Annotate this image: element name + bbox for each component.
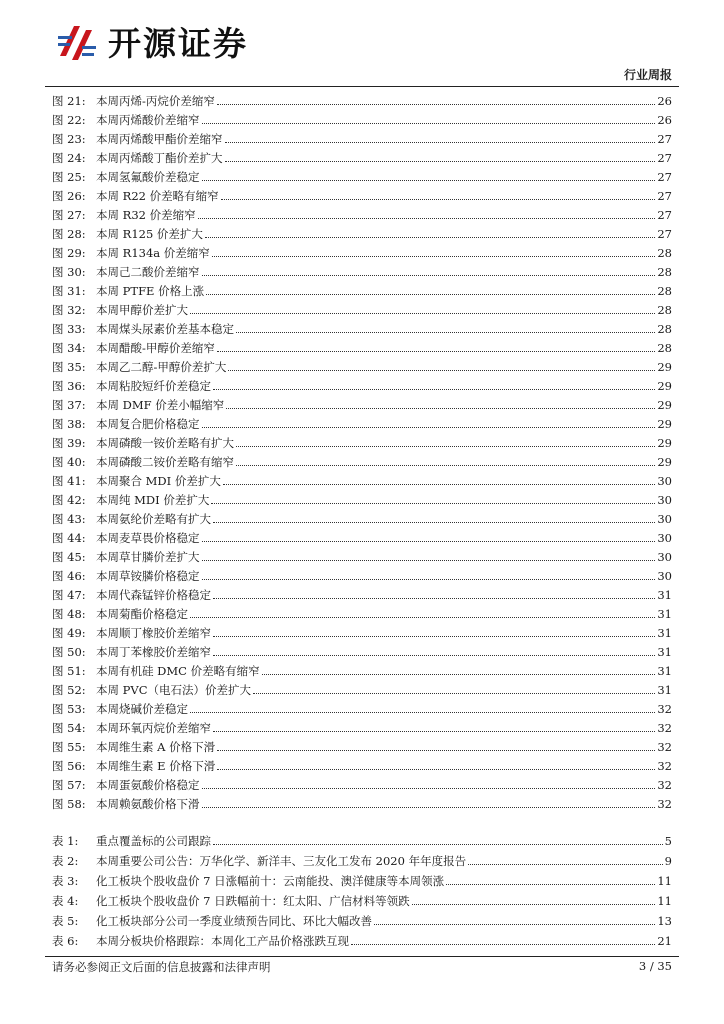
dot-leader — [226, 408, 655, 409]
figure-entry[interactable] — [52, 147, 672, 166]
entry-title: 重点覆盖标的公司跟踪 — [96, 834, 211, 848]
table-entry[interactable] — [52, 829, 672, 849]
entry-title: 本周环氧丙烷价差缩窄 — [96, 721, 211, 735]
entry-page: 32 — [657, 759, 672, 773]
entry-page: 5 — [664, 834, 672, 848]
figure-entry[interactable] — [52, 242, 672, 261]
entry-page: 30 — [657, 569, 672, 583]
entry-title: 本周 R125 价差扩大 — [96, 227, 203, 241]
figure-entry[interactable] — [52, 375, 672, 394]
figure-entry[interactable] — [52, 394, 672, 413]
entry-title: 本周丙烯酸价差缩窄 — [96, 113, 200, 127]
entry-number: 图 51: — [52, 664, 86, 678]
dot-leader — [446, 884, 655, 885]
figure-entry[interactable] — [52, 565, 672, 584]
figure-entry[interactable] — [52, 717, 672, 736]
dot-leader — [202, 180, 656, 181]
entry-number: 图 26: — [52, 189, 86, 203]
entry-page: 27 — [657, 208, 672, 222]
entry-title: 本周丙烯-丙烷价差缩窄 — [96, 94, 215, 108]
entry-title: 本周丁苯橡胶价差缩窄 — [96, 645, 211, 659]
entry-page: 28 — [657, 246, 672, 260]
entry-page: 29 — [657, 398, 672, 412]
dot-leader — [213, 389, 655, 390]
dot-leader — [202, 807, 656, 808]
dot-leader — [205, 237, 655, 238]
entry-title: 本周 R134a 价差缩窄 — [96, 246, 210, 260]
dot-leader — [190, 712, 655, 713]
entry-number: 图 54: — [52, 721, 86, 735]
dot-leader — [217, 351, 655, 352]
entry-page: 31 — [657, 626, 672, 640]
entry-title: 本周有机硅 DMC 价差略有缩窄 — [96, 664, 260, 678]
entry-title: 本周聚合 MDI 价差扩大 — [96, 474, 221, 488]
dot-leader — [202, 275, 656, 276]
kaiyuan-logo-icon — [56, 22, 100, 66]
dot-leader — [217, 769, 655, 770]
entry-title: 本周维生素 E 价格下滑 — [96, 759, 216, 773]
entry-title: 本周丙烯酸丁酯价差扩大 — [96, 151, 223, 165]
entry-number: 图 41: — [52, 474, 86, 488]
figure-entry[interactable] — [52, 413, 672, 432]
entry-title: 本周甲醇价差扩大 — [96, 303, 188, 317]
entry-page: 27 — [657, 170, 672, 184]
figure-entry[interactable] — [52, 318, 672, 337]
figure-entry[interactable] — [52, 527, 672, 546]
company-logo — [56, 22, 286, 66]
entry-page: 13 — [657, 914, 672, 928]
figure-entry[interactable] — [52, 584, 672, 603]
entry-number: 图 38: — [52, 417, 86, 431]
entry-title: 本周粘胶短纤价差稳定 — [96, 379, 211, 393]
entry-number: 图 29: — [52, 246, 86, 260]
dot-leader — [262, 674, 656, 675]
table-entry[interactable] — [52, 849, 672, 869]
entry-title: 化工板块部分公司一季度业绩预告同比、环比大幅改善 — [96, 914, 372, 928]
figure-entry[interactable] — [52, 204, 672, 223]
figure-entry[interactable] — [52, 280, 672, 299]
entry-page: 28 — [657, 284, 672, 298]
entry-title: 化工板块个股收盘价 7 日跌幅前十：红太阳、广信材料等领跌 — [96, 894, 410, 908]
figure-entry[interactable] — [52, 470, 672, 489]
entry-page: 29 — [657, 360, 672, 374]
entry-title: 本周蛋氨酸价格稳定 — [96, 778, 200, 792]
dot-leader — [213, 844, 663, 845]
dot-leader — [412, 904, 656, 905]
entry-page: 27 — [657, 151, 672, 165]
figure-entry[interactable] — [52, 793, 672, 812]
figure-entry[interactable] — [52, 679, 672, 698]
entry-number: 图 21: — [52, 94, 86, 108]
dot-leader — [253, 693, 655, 694]
entry-page: 29 — [657, 417, 672, 431]
entry-page: 27 — [657, 189, 672, 203]
entry-page: 26 — [657, 94, 672, 108]
figure-entry[interactable] — [52, 774, 672, 793]
dot-leader — [213, 655, 655, 656]
entry-number: 图 53: — [52, 702, 86, 716]
page-header — [0, 0, 724, 90]
entry-title: 本周煤头尿素价差基本稳定 — [96, 322, 234, 336]
dot-leader — [228, 370, 655, 371]
entry-number: 图 34: — [52, 341, 86, 355]
entry-number: 图 40: — [52, 455, 86, 469]
entry-number: 图 37: — [52, 398, 86, 412]
entry-number: 图 43: — [52, 512, 86, 526]
entry-number: 图 45: — [52, 550, 86, 564]
entry-page: 32 — [657, 702, 672, 716]
entry-title: 本周丙烯酸甲酯价差缩窄 — [96, 132, 223, 146]
entry-page: 30 — [657, 474, 672, 488]
figure-entry[interactable] — [52, 166, 672, 185]
dot-leader — [213, 522, 655, 523]
dot-leader — [211, 503, 655, 504]
entry-number: 图 50: — [52, 645, 86, 659]
figure-entry[interactable] — [52, 128, 672, 147]
dot-leader — [202, 788, 656, 789]
footer-divider — [45, 956, 679, 957]
figure-entry[interactable] — [52, 451, 672, 470]
entry-number: 图 42: — [52, 493, 86, 507]
figure-entry[interactable] — [52, 736, 672, 755]
entry-page: 31 — [657, 664, 672, 678]
entry-page: 11 — [657, 874, 672, 888]
entry-number: 图 30: — [52, 265, 86, 279]
entry-page: 28 — [657, 322, 672, 336]
figure-entry[interactable] — [52, 546, 672, 565]
figure-entry[interactable] — [52, 356, 672, 375]
table-entry[interactable] — [52, 889, 672, 909]
entry-page: 27 — [657, 227, 672, 241]
dot-leader — [202, 560, 656, 561]
entry-number: 图 28: — [52, 227, 86, 241]
dot-leader — [236, 332, 655, 333]
dot-leader — [213, 636, 655, 637]
table-entry[interactable] — [52, 909, 672, 929]
logo-text: 开源证券 — [108, 24, 248, 63]
entry-number: 图 56: — [52, 759, 86, 773]
entry-number: 图 31: — [52, 284, 86, 298]
entry-title: 本周菊酯价格稳定 — [96, 607, 188, 621]
entry-title: 本周纯 MDI 价差扩大 — [96, 493, 210, 507]
dot-leader — [374, 924, 655, 925]
entry-number: 图 52: — [52, 683, 86, 697]
entry-page: 29 — [657, 436, 672, 450]
entry-title: 本周乙二醇-甲醇价差扩大 — [96, 360, 227, 374]
entry-title: 本周顺丁橡胶价差缩窄 — [96, 626, 211, 640]
entry-title: 本周复合肥价格稳定 — [96, 417, 200, 431]
entry-title: 本周代森锰锌价格稳定 — [96, 588, 211, 602]
entry-number: 图 35: — [52, 360, 86, 374]
dot-leader — [217, 104, 655, 105]
dot-leader — [468, 864, 663, 865]
dot-leader — [202, 123, 656, 124]
entry-page: 21 — [657, 934, 672, 948]
dot-leader — [190, 313, 655, 314]
figure-entry[interactable] — [52, 109, 672, 128]
entry-page: 28 — [657, 265, 672, 279]
entry-title: 本周氢氟酸价差稳定 — [96, 170, 200, 184]
entry-page: 11 — [657, 894, 672, 908]
figure-entry[interactable] — [52, 185, 672, 204]
dot-leader — [190, 617, 655, 618]
figure-entry[interactable] — [52, 489, 672, 508]
figure-entry[interactable] — [52, 641, 672, 660]
entry-title: 本周 PTFE 价格上涨 — [96, 284, 205, 298]
dot-leader — [225, 161, 656, 162]
entry-page: 31 — [657, 588, 672, 602]
dot-leader — [217, 750, 655, 751]
entry-page: 26 — [657, 113, 672, 127]
report-type-label: 行业周报 — [623, 68, 672, 82]
table-entry[interactable] — [52, 869, 672, 889]
dot-leader — [202, 579, 656, 580]
entry-page: 31 — [657, 607, 672, 621]
entry-number: 图 24: — [52, 151, 86, 165]
entry-page: 32 — [657, 797, 672, 811]
entry-number: 表 1: — [52, 834, 79, 848]
entry-title: 本周分板块价格跟踪：本周化工产品价格涨跌互现 — [96, 934, 349, 948]
entry-title: 本周草甘膦价差扩大 — [96, 550, 200, 564]
entry-title: 本周 R32 价差缩窄 — [96, 208, 196, 222]
entry-title: 本周 R22 价差略有缩窄 — [96, 189, 219, 203]
dot-leader — [236, 465, 655, 466]
entry-page: 27 — [657, 132, 672, 146]
dot-leader — [198, 218, 656, 219]
dot-leader — [206, 294, 655, 295]
figure-entry[interactable] — [52, 337, 672, 356]
dot-leader — [212, 256, 656, 257]
entry-title: 本周磷酸一铵价差略有扩大 — [96, 436, 234, 450]
dot-leader — [213, 731, 655, 732]
entry-title: 化工板块个股收盘价 7 日涨幅前十：云南能投、澳洋健康等本周领涨 — [96, 874, 445, 888]
entry-number: 图 58: — [52, 797, 86, 811]
entry-page: 29 — [657, 455, 672, 469]
entry-number: 图 55: — [52, 740, 86, 754]
entry-page: 31 — [657, 645, 672, 659]
dot-leader — [225, 142, 656, 143]
figure-entry[interactable] — [52, 299, 672, 318]
dot-leader — [223, 484, 656, 485]
figure-entry[interactable] — [52, 261, 672, 280]
figure-entry[interactable] — [52, 698, 672, 717]
entry-number: 图 49: — [52, 626, 86, 640]
figure-index — [52, 90, 672, 812]
entry-title: 本周赖氨酸价格下滑 — [96, 797, 200, 811]
entry-title: 本周磷酸二铵价差略有缩窄 — [96, 455, 234, 469]
entry-page: 32 — [657, 740, 672, 754]
entry-page: 31 — [657, 683, 672, 697]
table-index — [52, 829, 672, 949]
entry-number: 图 39: — [52, 436, 86, 450]
figure-entry[interactable] — [52, 660, 672, 679]
entry-number: 图 44: — [52, 531, 86, 545]
entry-number: 图 33: — [52, 322, 86, 336]
figure-entry[interactable] — [52, 90, 672, 109]
entry-number: 图 48: — [52, 607, 86, 621]
entry-page: 29 — [657, 379, 672, 393]
entry-page: 30 — [657, 531, 672, 545]
figure-entry[interactable] — [52, 755, 672, 774]
entry-number: 表 3: — [52, 874, 79, 888]
entry-title: 本周维生素 A 价格下滑 — [96, 740, 216, 754]
dot-leader — [221, 199, 656, 200]
entry-number: 表 5: — [52, 914, 79, 928]
entry-number: 表 2: — [52, 854, 79, 868]
figure-entry[interactable] — [52, 603, 672, 622]
dot-leader — [351, 944, 655, 945]
entry-page: 30 — [657, 512, 672, 526]
entry-number: 表 6: — [52, 934, 79, 948]
entry-title: 本周 PVC（电石法）价差扩大 — [96, 683, 251, 697]
entry-page: 32 — [657, 778, 672, 792]
figure-entry[interactable] — [52, 223, 672, 242]
dot-leader — [202, 427, 656, 428]
entry-title: 本周重要公司公告：万华化学、新洋丰、三友化工发布 2020 年年度报告 — [96, 854, 467, 868]
entry-page: 30 — [657, 493, 672, 507]
entry-number: 图 46: — [52, 569, 86, 583]
page-number: 3 / 35 — [638, 959, 672, 973]
entry-title: 本周麦草畏价格稳定 — [96, 531, 200, 545]
entry-number: 图 57: — [52, 778, 86, 792]
entry-title: 本周烧碱价差稳定 — [96, 702, 188, 716]
entry-title: 本周氨纶价差略有扩大 — [96, 512, 211, 526]
footer-disclaimer: 请务必参阅正文后面的信息披露和法律声明 — [52, 960, 271, 974]
entry-page: 32 — [657, 721, 672, 735]
entry-title: 本周草铵膦价格稳定 — [96, 569, 200, 583]
entry-title: 本周 DMF 价差小幅缩窄 — [96, 398, 225, 412]
entry-number: 图 27: — [52, 208, 86, 222]
entry-number: 表 4: — [52, 894, 79, 908]
dot-leader — [236, 446, 655, 447]
figure-entry[interactable] — [52, 622, 672, 641]
figure-entry[interactable] — [52, 508, 672, 527]
entry-number: 图 36: — [52, 379, 86, 393]
table-entry[interactable] — [52, 929, 672, 949]
dot-leader — [213, 598, 655, 599]
entry-page: 28 — [657, 303, 672, 317]
entry-page: 30 — [657, 550, 672, 564]
entry-number: 图 47: — [52, 588, 86, 602]
entry-page: 28 — [657, 341, 672, 355]
header-divider — [45, 86, 679, 87]
entry-page: 9 — [664, 854, 672, 868]
entry-number: 图 22: — [52, 113, 86, 127]
figure-entry[interactable] — [52, 432, 672, 451]
entry-title: 本周醋酸-甲醇价差缩窄 — [96, 341, 215, 355]
entry-title: 本周己二酸价差缩窄 — [96, 265, 200, 279]
entry-number: 图 32: — [52, 303, 86, 317]
entry-number: 图 23: — [52, 132, 86, 146]
entry-number: 图 25: — [52, 170, 86, 184]
dot-leader — [202, 541, 656, 542]
